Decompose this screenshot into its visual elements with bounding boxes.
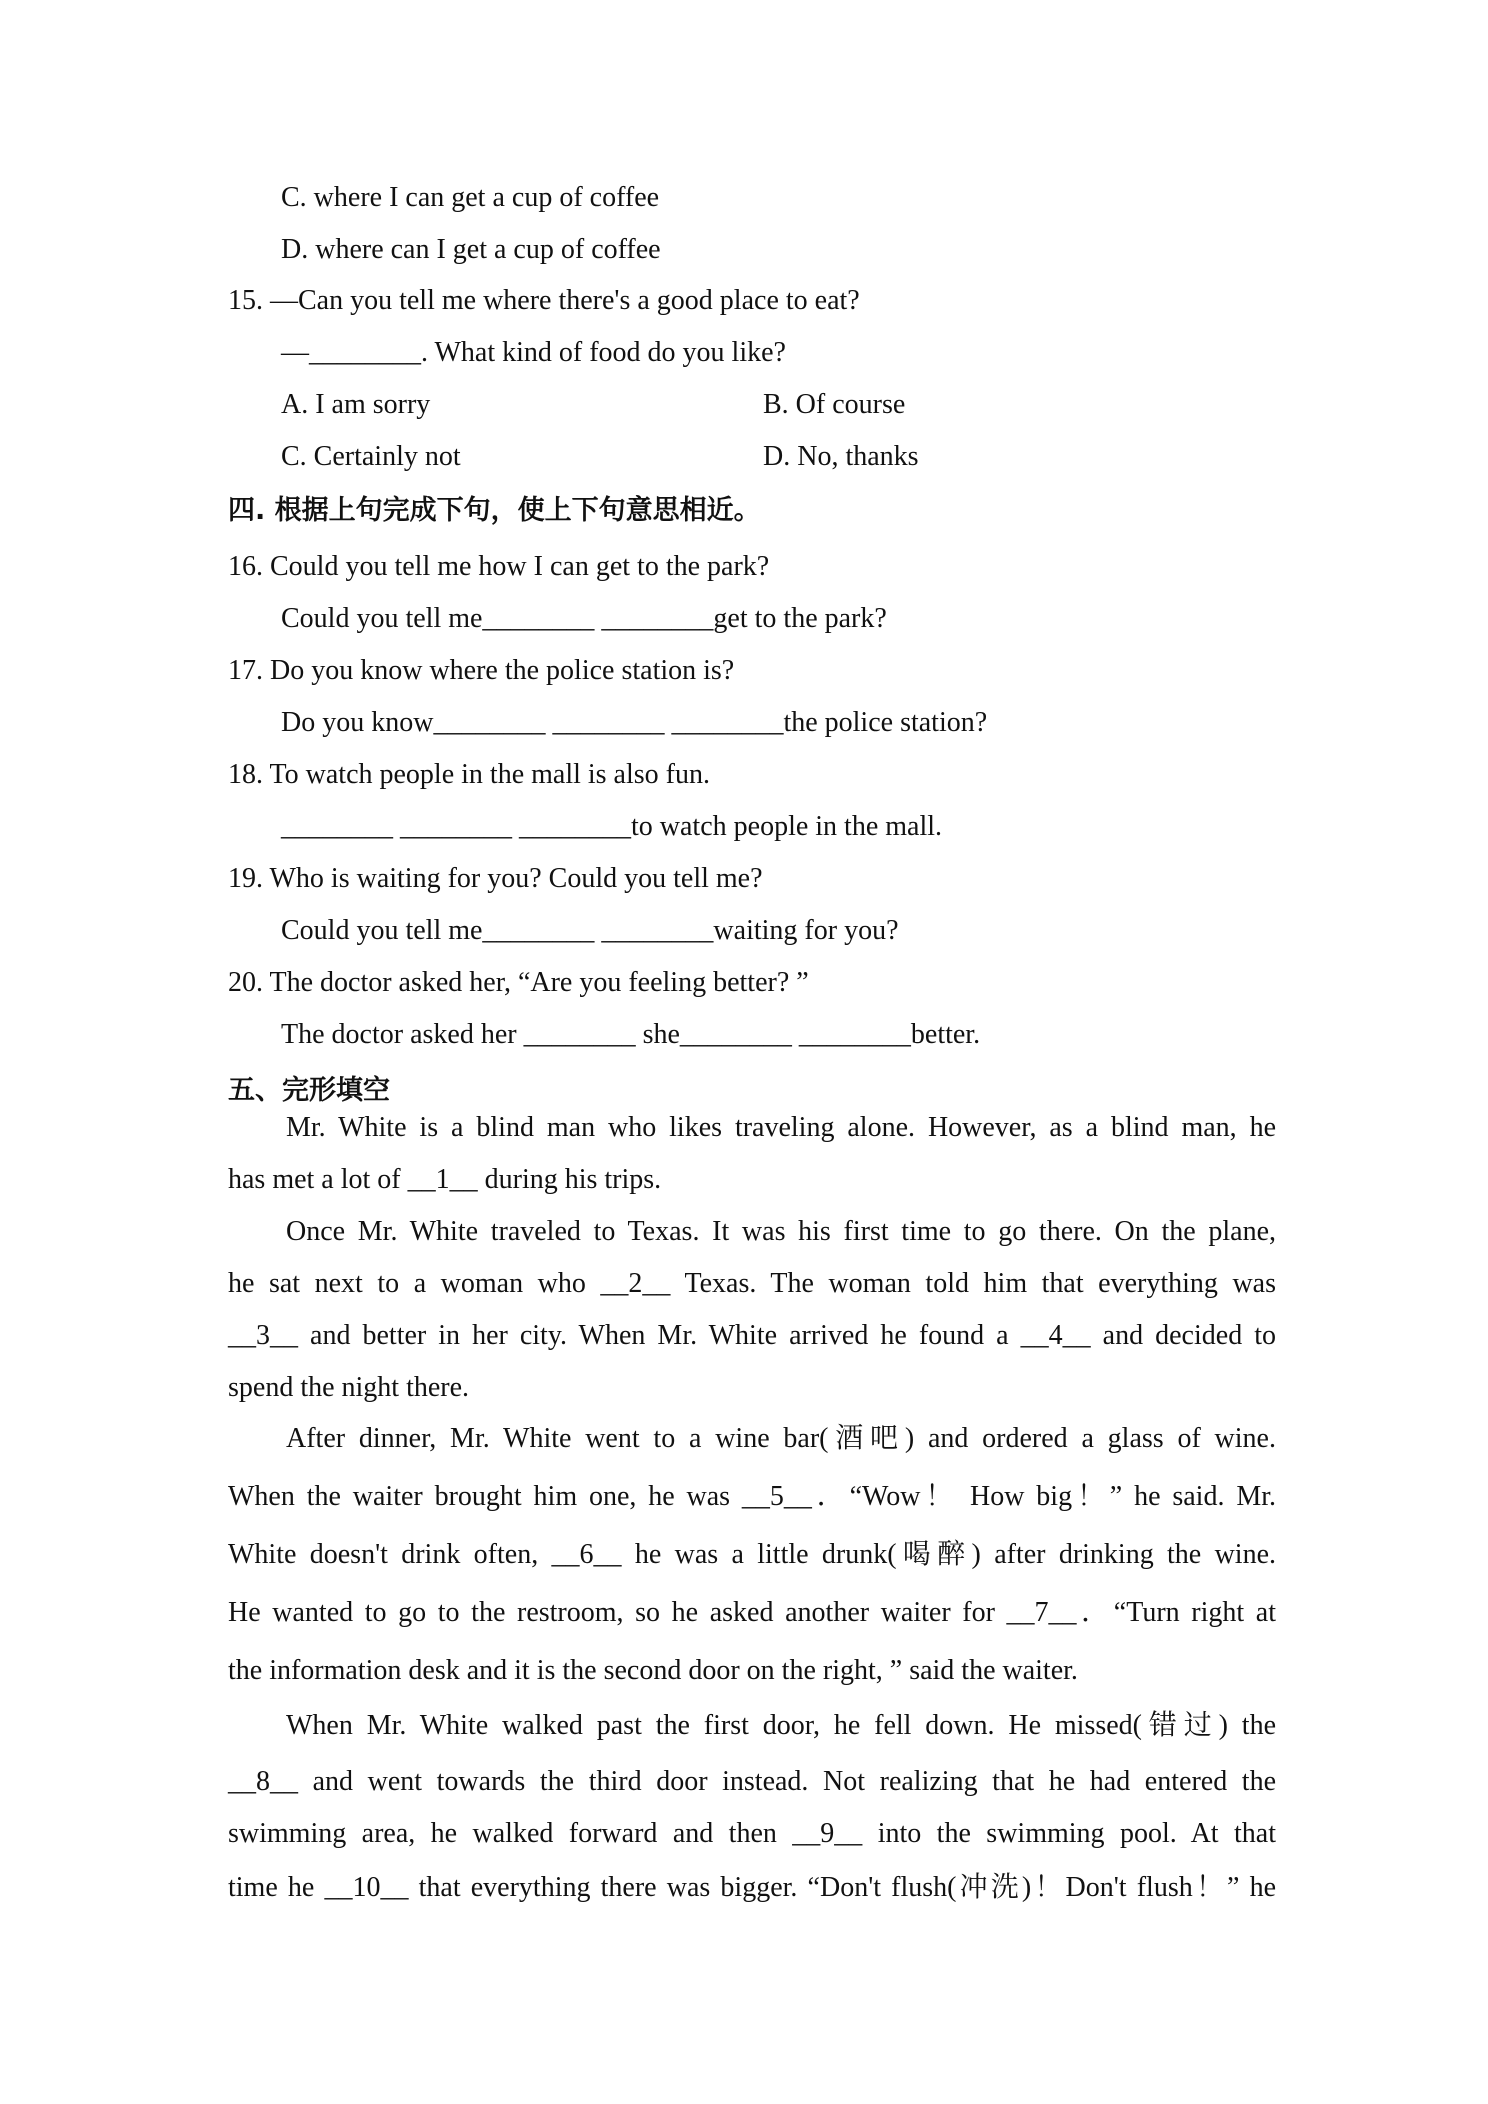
cloze-p2-line-1: Once Mr. White traveled to Texas. It was his first time to go there. On the plane, (286, 1216, 1276, 1247)
cloze-paragraph-2 (228, 1214, 1276, 1406)
cloze-p3-line-2: When the waiter brought him one, he was __5__．“Wow！ How big！” he said. Mr. (228, 1481, 1276, 1512)
cloze-p4-line-2: __8__ and went towards the third door instead. Not realizing that he had entered the (228, 1766, 1276, 1797)
q14-option-d: D. where can I get a cup of coffee (281, 234, 661, 265)
q16-rewrite: Could you tell me________ ________get to the park? (281, 603, 887, 634)
q14-option-c: C. where I can get a cup of coffee (281, 182, 660, 213)
q16-sentence: 16. Could you tell me how I can get to the park? (228, 551, 770, 582)
q17-rewrite: Do you know________ ________ ________the police station? (281, 707, 988, 738)
cloze-p3-line-1: After dinner, Mr. White went to a wine bar(酒吧) and ordered a glass of wine. (286, 1423, 1276, 1454)
q18-sentence: 18. To watch people in the mall is also fun. (228, 759, 710, 790)
cloze-p4-line-1: When Mr. White walked past the first door, he fell down. He missed(错过) the (286, 1710, 1276, 1741)
q15-option-d: D. No, thanks (763, 441, 919, 472)
section-5-heading: 五、完形填空 (228, 1075, 390, 1106)
q19-sentence: 19. Who is waiting for you? Could you tell me? (228, 863, 763, 894)
q18-rewrite: ________ ________ ________to watch people in the mall. (281, 811, 943, 842)
q17-sentence: 17. Do you know where the police station is? (228, 655, 735, 686)
section-4-heading: 四. 根据上句完成下句，使上下句意思相近。 (228, 495, 761, 526)
cloze-p1-line-1: Mr. White is a blind man who likes traveling alone. However, as a blind man, he (286, 1112, 1276, 1143)
q20-rewrite: The doctor asked her ________ she________ ________better. (281, 1019, 981, 1050)
cloze-p2-line-3: __3__ and better in her city. When Mr. White arrived he found a __4__ and decided to (228, 1320, 1276, 1351)
cloze-p1-line-2: has met a lot of __1__ during his trips. (228, 1164, 662, 1195)
q19-rewrite: Could you tell me________ ________waiting for you? (281, 915, 899, 946)
cloze-p3-line-5: the information desk and it is the second door on the right, ” said the waiter. (228, 1655, 1078, 1686)
cloze-paragraph-3 (228, 1421, 1276, 1689)
q15-reply: —________. What kind of food do you like? (281, 337, 786, 368)
cloze-p2-line-2: he sat next to a woman who __2__ Texas. The woman told him that everything was (228, 1268, 1276, 1299)
cloze-p2-line-4: spend the night there. (228, 1372, 470, 1403)
cloze-paragraph-4 (228, 1708, 1276, 1906)
q15-option-c: C. Certainly not (281, 441, 461, 472)
q15-option-b: B. Of course (763, 389, 906, 420)
q20-sentence: 20. The doctor asked her, “Are you feeling better? ” (228, 967, 809, 998)
q15-question: 15. —Can you tell me where there's a good place to eat? (228, 285, 860, 316)
cloze-p4-line-4: time he __10__ that everything there was bigger. “Don't flush(冲洗)！Don't flush！” he (228, 1872, 1276, 1903)
cloze-p3-line-4: He wanted to go to the restroom, so he asked another waiter for __7__．“Turn right at (228, 1597, 1276, 1628)
cloze-p3-line-3: White doesn't drink often, __6__ he was a little drunk(喝醉) after drinking the wine. (228, 1539, 1276, 1570)
q15-option-a: A. I am sorry (281, 389, 431, 420)
cloze-paragraph-1 (228, 1110, 1276, 1198)
cloze-p4-line-3: swimming area, he walked forward and then __9__ into the swimming pool. At that (228, 1818, 1276, 1849)
